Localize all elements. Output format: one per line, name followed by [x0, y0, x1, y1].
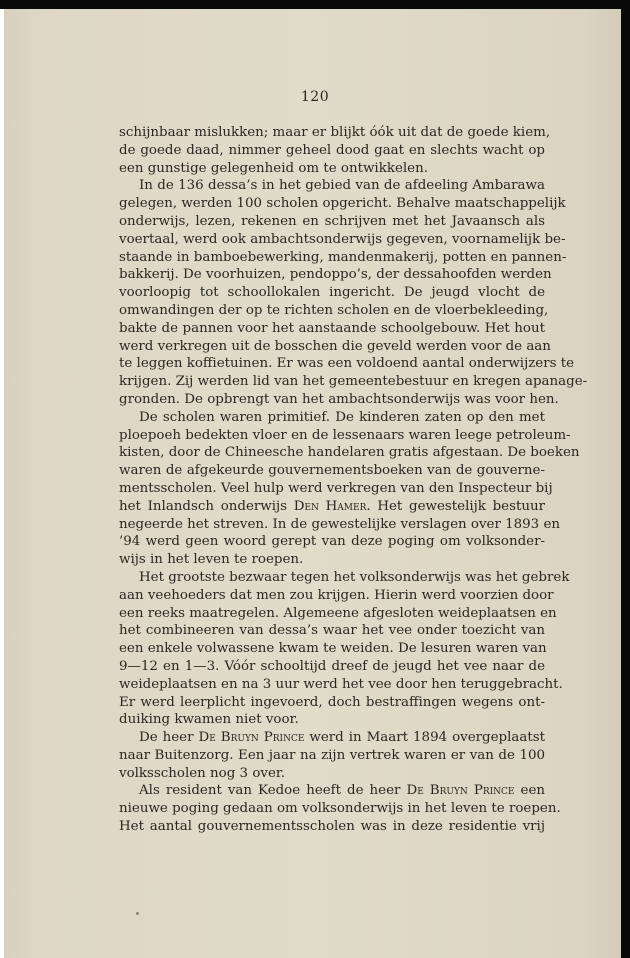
text-line-part: het Inlandsch onderwijs	[119, 498, 294, 514]
text-line: 9—12 en 1—3. Vóór schooltijd dreef de jeugd het vee naar de	[119, 658, 545, 674]
text-line	[119, 498, 545, 516]
text-line: te leggen koffietuinen. Er was een voldoend aantal onderwijzers te	[119, 356, 575, 372]
text-line: weideplaatsen en na 3 uur werd het vee door hen teruggebracht.	[119, 676, 563, 692]
text-line: De scholen waren primitief. De kinderen zaten op den met	[139, 409, 545, 425]
text-line: schijnbaar mislukken; maar er blijkt óók uit dat de goede kiem,	[119, 125, 551, 140]
text-line: onderwijs, lezen, rekenen en schrijven met het Javaansch als	[119, 213, 545, 229]
text-line	[119, 729, 545, 747]
text-line-part: De heer	[139, 730, 199, 746]
text-line	[119, 782, 545, 800]
text-line: omwandingen der op te richten scholen en de vloerbekleeding,	[119, 302, 549, 318]
text-line: kisten, door de Chineesche handelaren gratis afgestaan. De boeken	[119, 445, 580, 461]
text-line-part: Als resident van Kedoe heeft de heer	[139, 783, 407, 799]
text-line: negeerde het streven. In de gewestelijke verslagen over 1893 en	[119, 516, 561, 532]
text-line: voertaal, werd ook ambachtsonderwijs gegeven, voornamelijk be-	[119, 231, 566, 247]
text-line: een enkele volwassene kwam te weiden. De lesuren waren van	[119, 641, 547, 657]
text-line-part: werd in Maart 1894 overgeplaatst	[304, 730, 545, 746]
text-line: een gunstige gelegenheid om te ontwikkelen.	[119, 160, 428, 176]
body-text	[119, 124, 588, 836]
text-line: werd verkregen uit de bosschen die geveld werden voor de aan	[119, 338, 551, 354]
text-line: nieuwe poging gedaan om volksonderwijs in het leven te roepen.	[119, 801, 561, 817]
text-line: voorloopig tot schoollokalen ingericht. De jeugd vlocht de	[119, 285, 545, 301]
text-line: wijs in het leven te roepen.	[119, 552, 304, 568]
text-line: In de 136 dessa’s in het gebied van de afdeeling Ambarawa	[139, 178, 545, 194]
paper-speck	[136, 912, 139, 915]
text-line: Het grootste bezwaar tegen het volksonderwijs was het gebrek	[139, 569, 570, 585]
text-line: gronden. De opbrengt van het ambachtsonderwijs was voor hen.	[119, 391, 559, 407]
text-line: waren de afgekeurde gouvernementsboeken van de gouverne-	[119, 463, 545, 479]
text-line: aan veehoeders dat men zou krijgen. Hierin werd voorzien door	[119, 587, 554, 603]
text-line: mentsscholen. Veel hulp werd verkregen van den Inspecteur bij	[119, 480, 553, 496]
text-line: volksscholen nog 3 over.	[119, 765, 286, 781]
page-number: 120	[300, 89, 330, 105]
text-line: de goede daad, nimmer geheel dood gaat en slechts wacht op	[119, 142, 545, 158]
text-line-part: een	[514, 783, 545, 799]
text-line-part: . Het gewestelijk bestuur	[366, 498, 545, 514]
text-line: het combineeren van dessa’s waar het vee onder toezicht van	[119, 623, 545, 639]
text-line: Het aantal gouvernementsscholen was in deze residentie vrij	[119, 819, 545, 835]
person-name: De Bruyn Prince	[198, 730, 305, 746]
scan-border-top	[0, 0, 630, 9]
text-line: Er werd leerplicht ingevoerd, doch bestraffingen wegens ont-	[119, 694, 545, 710]
text-line: bakte de pannen voor het aanstaande schoolgebouw. Het hout	[119, 320, 545, 336]
text-line: staande in bamboebewerking, mandenmakerij, potten en pannen-	[119, 249, 567, 265]
scan-border-right	[621, 0, 630, 958]
person-name: Den Hamer	[293, 498, 367, 514]
person-name: De Bruyn Prince	[406, 783, 515, 799]
text-line: ’94 werd geen woord gerept van deze poging om volksonder-	[119, 534, 545, 550]
text-line: duiking kwamen niet voor.	[119, 712, 299, 728]
text-line: een reeks maatregelen. Algemeene afgesloten weideplaatsen en	[119, 605, 557, 621]
text-line: krijgen. Zij werden lid van het gemeentebestuur en kregen apanage-	[119, 374, 588, 390]
text-line: gelegen, werden 100 scholen opgericht. Behalve maatschappelijk	[119, 196, 566, 212]
text-line: ploepoeh bedekten vloer en de lessenaars waren leege petroleum-	[119, 427, 571, 443]
text-line: bakkerij. De voorhuizen, pendoppo’s, der dessahoofden werden	[119, 267, 552, 283]
text-line: naar Buitenzorg. Een jaar na zijn vertrek waren er van de 100	[119, 747, 545, 763]
